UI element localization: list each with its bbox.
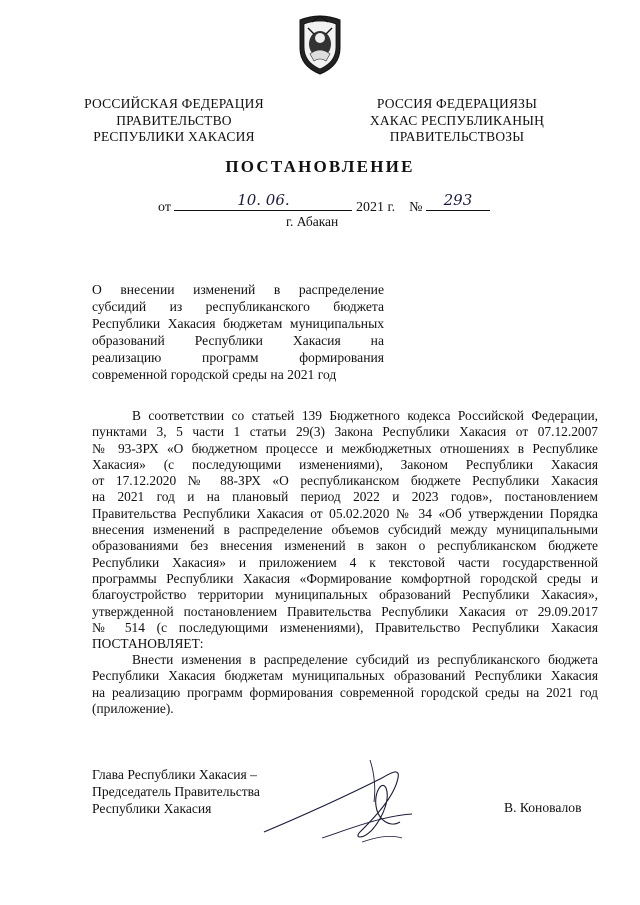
header-left-line: ПРАВИТЕЛЬСТВО — [116, 112, 232, 128]
paragraph-line: В соответствии со статьей 139 Бюджетного кодекса Российской Федерации, — [132, 408, 598, 423]
subject-line: субсидий из республиканского бюджета — [92, 299, 384, 314]
paragraph-line: благоустройство территории муниципальных образований Республики Хакасия», — [92, 587, 598, 603]
signatory-title-line: Глава Республики Хакасия – — [92, 767, 257, 782]
date-year: 2021 г. — [355, 200, 396, 215]
paragraph-line: на реализацию программ формирования современной городской среды на 2021 год — [92, 684, 598, 700]
signatory-name: В. Коновалов — [504, 800, 582, 815]
paragraph-line: Хакасия» (с последующими изменениями), Законом Республики Хакасия — [92, 456, 598, 472]
number-field — [426, 191, 490, 211]
paragraph-line: № 93-ЗРХ «О бюджетном процессе и межбюджетных отношениях в Республике — [92, 440, 598, 456]
handwritten-signature — [262, 758, 432, 848]
subject-line: Республики Хакасия бюджетам муниципальных — [92, 316, 384, 331]
header-right-line: ХАКАС РЕСПУБЛИКАНЫҢ — [369, 112, 545, 128]
subject-heading — [92, 281, 384, 383]
header-right-khakas — [348, 96, 566, 146]
date-prefix: от — [158, 200, 171, 215]
paragraph-line: Республики Хакасия бюджетам муниципальных образований Республики Хакасия — [92, 668, 598, 684]
paragraph-line: (приложение). — [92, 700, 174, 716]
subject-line: О внесении изменений в распределение — [92, 282, 384, 297]
city-label: г. Абакан — [286, 214, 339, 229]
subject-line: образований Республики Хакасия на — [92, 333, 384, 348]
header-right-line: ПРАВИТЕЛЬСТВОЗЫ — [389, 129, 525, 144]
paragraph-line: на 2021 год и на плановый период 2022 и 2023 годов», постановлением — [92, 489, 598, 505]
header-left-line: РОССИЙСКАЯ ФЕДЕРАЦИЯ — [84, 96, 264, 111]
coat-of-arms-emblem — [296, 14, 344, 76]
paragraph-line: Республики Хакасия» и приложением 4 к текстовой части государственной — [92, 554, 598, 570]
number-sign: № — [409, 200, 423, 215]
paragraph-preamble — [92, 408, 598, 652]
header-left-ru — [74, 96, 274, 146]
paragraph-line: Правительства Республики Хакасия от 05.02.2020 № 34 «Об утверждении Порядка — [92, 505, 598, 521]
date-field — [174, 191, 352, 211]
paragraph-line: ПОСТАНОВЛЯЕТ: — [92, 636, 204, 652]
signatory-title-line: Республики Хакасия — [92, 801, 212, 816]
signatory-title — [92, 766, 260, 817]
subject-line: реализацию программ формирования — [92, 350, 384, 365]
header-left-line: РЕСПУБЛИКИ ХАКАСИЯ — [93, 129, 255, 144]
paragraph-line: пунктами 3, 5 части 1 статьи 29(3) Закона Республики Хакасия от 07.12.2007 — [92, 424, 598, 440]
paragraph-line: № 514 (с последующими изменениями), Правительство Республики Хакасия — [92, 619, 598, 635]
paragraph-line: образованиями без внесения изменений в закон о республиканском бюджете — [92, 538, 598, 554]
date-number-line — [158, 191, 490, 216]
paragraph-line: утвержденной постановлением Правительства Республики Хакасия от 29.09.2017 — [92, 603, 598, 619]
signatory-title-line: Председатель Правительства — [92, 784, 260, 799]
handwritten-number: 293 — [443, 191, 473, 209]
paragraph-line: внесения изменений в распределение объемов субсидий между муниципальными — [92, 522, 598, 538]
header-right-line: РОССИЯ ФЕДЕРАЦИЯЗЫ — [376, 96, 538, 111]
paragraph-line: от 17.12.2020 № 88-ЗРХ «О республиканском бюджете Республики Хакасия — [92, 473, 598, 489]
paragraph-line: программы Республики Хакасия «Формирование комфортной городской среды и — [92, 570, 598, 586]
document-title: ПОСТАНОВЛЕНИЕ — [225, 157, 415, 176]
paragraph-resolution — [92, 652, 598, 717]
handwritten-date: 10. 06. — [237, 191, 290, 209]
paragraph-line: Внести изменения в распределение субсидий из республиканского бюджета — [132, 652, 598, 667]
subject-line: современной городской среды на 2021 год — [92, 367, 337, 382]
